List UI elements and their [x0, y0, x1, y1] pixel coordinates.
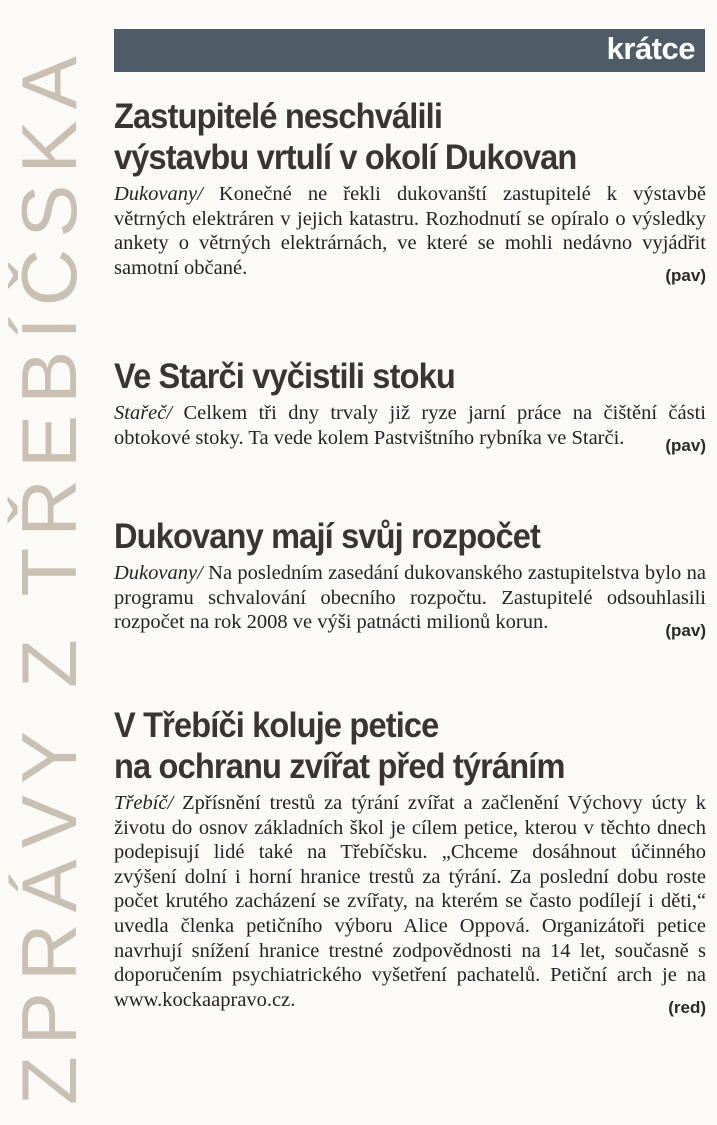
article-author: (pav) — [665, 620, 706, 640]
section-header-bar — [114, 29, 705, 72]
headline-line: na ochranu zvířat před týráním — [114, 747, 565, 786]
headline-line: Zastupitelé neschválili — [114, 97, 443, 136]
article-author: (pav) — [665, 436, 706, 456]
article-headline — [114, 356, 665, 397]
headline-line: výstavbu vrtulí v okolí Dukovan — [114, 138, 577, 177]
side-title-text: ZPRÁVY Z TŘEBÍČSKA — [5, 64, 93, 1105]
article-body — [114, 791, 706, 1012]
article-place: Dukovany/ — [114, 183, 203, 205]
article-headline — [114, 96, 665, 178]
section-label: krátce — [606, 31, 695, 66]
side-title-graphic — [4, 25, 96, 1110]
article-petition — [114, 705, 706, 1018]
article-text: Celkem tři dny trvaly již ryze jarní práce na čištění části obtokové stoky. Ta vede kolem Pastvištního rybníka ve Starči. — [114, 402, 706, 449]
article-headline — [114, 516, 665, 557]
article-body — [114, 401, 706, 450]
section-side-title — [4, 25, 96, 1110]
headline-line: Dukovany mají svůj rozpočet — [114, 517, 540, 556]
article-text: Na posledním zasedání dukovanského zastupitelstva bylo na programu schvalování obecního rozpočtu. Zastupitelé odsouhlasili rozpočet na rok 2008 ve výši patnácti milionů korun. — [114, 562, 706, 634]
article-place: Třebíč/ — [114, 792, 174, 814]
article-text: Konečné ne řekli dukovanští zastupitelé k výstavbě větrných elektráren v jejich katastru. Rozhodnutí se opíralo o výsledky ankety o větrných elektrárnách, ve které se mohli nedávno vyjádřit samotní občané. — [114, 183, 706, 279]
article-wind-turbines — [114, 96, 706, 286]
article-author: (red) — [668, 998, 706, 1018]
article-headline — [114, 705, 665, 787]
headline-line: V Třebíči koluje petice — [114, 706, 439, 745]
article-place: Dukovany/ — [114, 562, 203, 584]
article-drain-cleaning — [114, 356, 706, 456]
article-place: Stařeč/ — [114, 402, 173, 424]
article-text: Zpřísnění trestů za týrání zvířat a začlenění Výchovy úcty k životu do osnov základních škol je cílem petice, kterou v těchto dnech podepisují lidé také na Třebíčsku. „Chceme dosáhnout účinného zvýšení dolní i horní hranice trestů za týrání. Za poslední dobu roste počet krutého zacházení se zvířaty, na kterém se často podílejí i děti,“ uvedla členka petičního výboru Alice Oppová. Organizátoři petice navrhují snížení hranice trestné zodpovědnosti na 14 let, současně s doporučením psychiatrického vyšetření pachatelů. Petiční arch je na www.kockaapravo.cz. — [114, 792, 706, 1011]
article-budget — [114, 516, 706, 641]
headline-line: Ve Starči vyčistili stoku — [114, 357, 455, 396]
article-author: (pav) — [665, 266, 706, 286]
